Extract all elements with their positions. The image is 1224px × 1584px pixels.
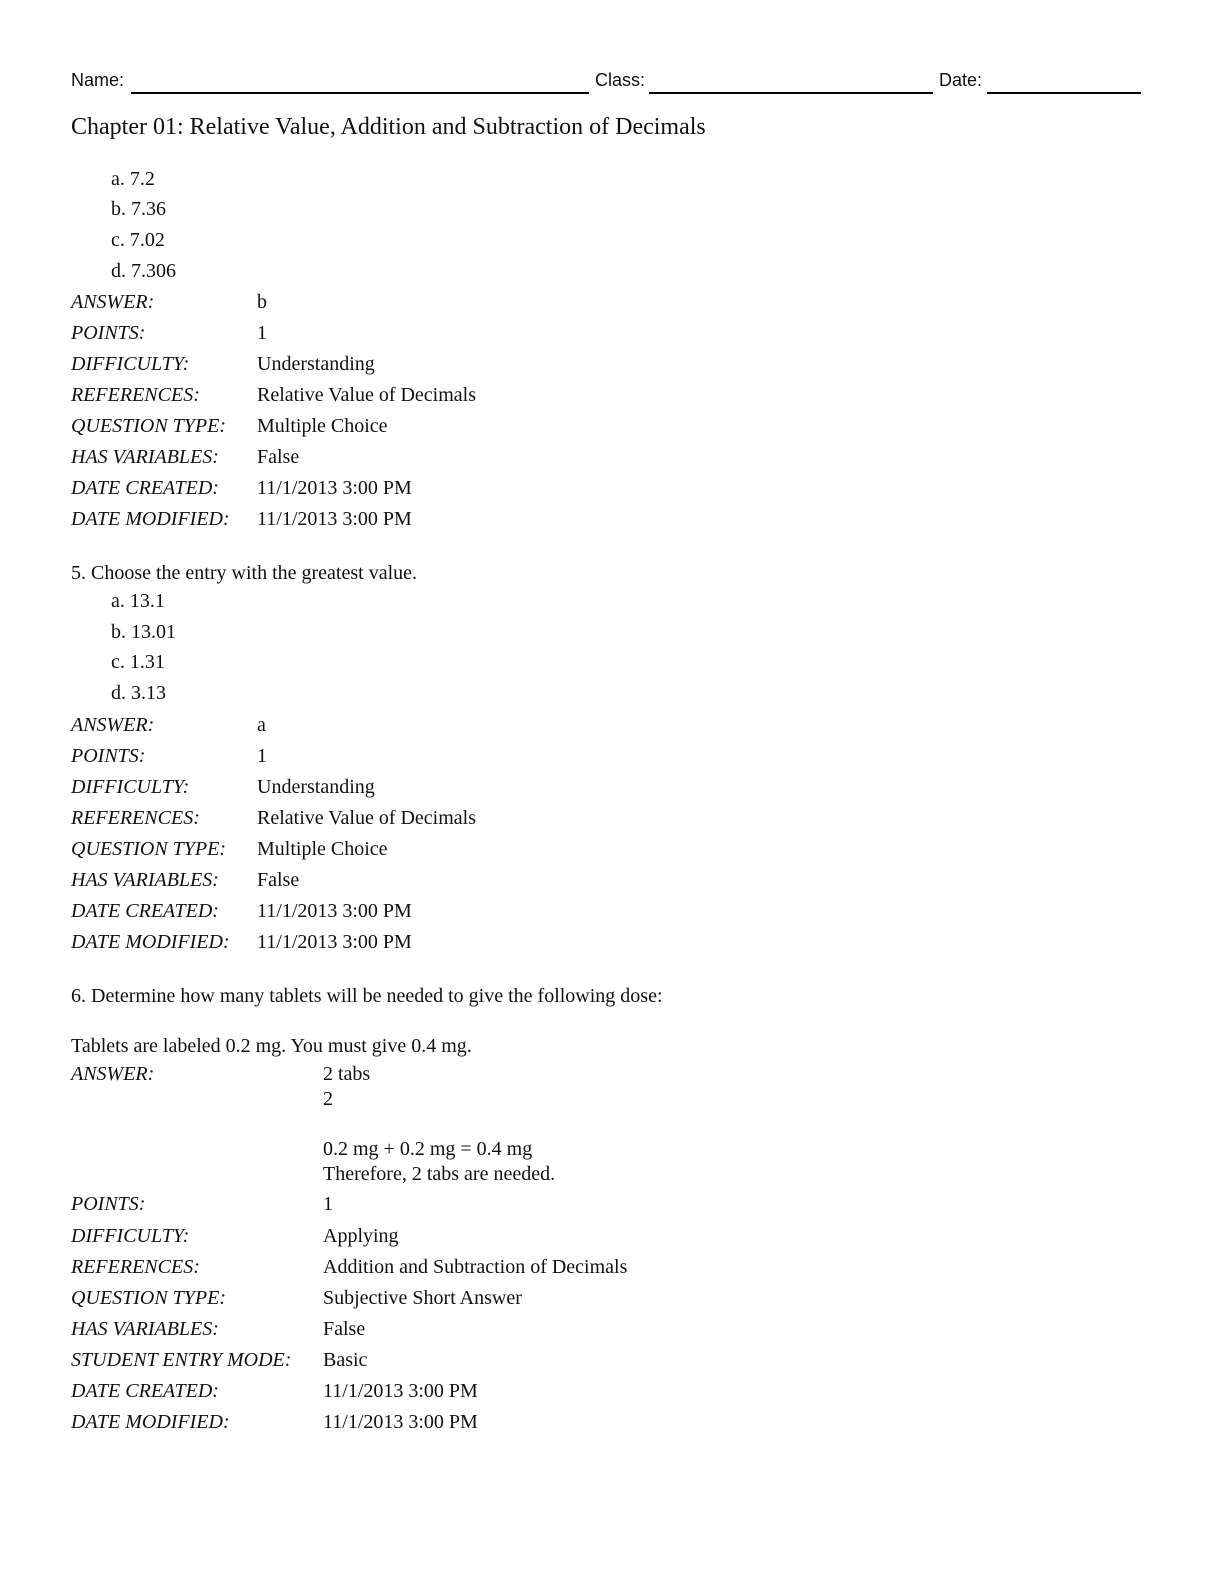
q6-references-key: REFERENCES:: [71, 1256, 200, 1278]
chapter-title: Chapter 01: Relative Value, Addition and Subtraction of Decimals: [71, 114, 706, 140]
q4-date-modified-key: DATE MODIFIED:: [71, 508, 230, 530]
q6-date-modified-key: DATE MODIFIED:: [71, 1411, 230, 1433]
q6-date-created-value: 11/1/2013 3:00 PM: [323, 1380, 478, 1402]
q6-has-variables-value: False: [323, 1318, 366, 1340]
q6-answer-line-2: 2: [323, 1088, 333, 1110]
q5-date-modified-value: 11/1/2013 3:00 PM: [257, 931, 412, 953]
q6-detail: Tablets are labeled 0.2 mg. You must give 0.4 mg.: [71, 1035, 472, 1057]
q5-question-type-value: Multiple Choice: [257, 838, 388, 860]
q4-answer-value: b: [257, 291, 267, 313]
q6-difficulty-value: Applying: [323, 1225, 399, 1247]
q4-date-created-key: DATE CREATED:: [71, 477, 219, 499]
name-label: Name:: [71, 70, 125, 90]
q4-difficulty-key: DIFFICULTY:: [71, 353, 190, 375]
q4-points-value: 1: [257, 322, 267, 344]
q5-has-variables-key: HAS VARIABLES:: [71, 869, 219, 891]
q6-answer-line-1: 2 tabs: [323, 1063, 371, 1085]
q4-references-value: Relative Value of Decimals: [257, 384, 477, 406]
q5-question-type-key: QUESTION TYPE:: [71, 838, 227, 860]
q6-answer-key: ANSWER:: [71, 1063, 155, 1085]
q6-has-variables-key: HAS VARIABLES:: [71, 1318, 219, 1340]
date-field-line[interactable]: [987, 92, 1141, 94]
q6-date-created-key: DATE CREATED:: [71, 1380, 219, 1402]
class-label: Class:: [595, 70, 646, 90]
q6-question-type-value: Subjective Short Answer: [323, 1287, 522, 1309]
q6-references-value: Addition and Subtraction of Decimals: [323, 1256, 628, 1278]
q5-answer-value: a: [257, 714, 266, 736]
q4-references-key: REFERENCES:: [71, 384, 200, 406]
q5-references-value: Relative Value of Decimals: [257, 807, 477, 829]
q4-question-type-key: QUESTION TYPE:: [71, 415, 227, 437]
q4-choice-c: c. 7.02: [111, 229, 165, 251]
q5-date-created-value: 11/1/2013 3:00 PM: [257, 900, 412, 922]
q6-question: 6. Determine how many tablets will be needed to give the following dose:: [71, 985, 663, 1007]
q6-answer-line-3: 0.2 mg + 0.2 mg = 0.4 mg: [323, 1138, 533, 1160]
q5-date-created-key: DATE CREATED:: [71, 900, 219, 922]
q5-choice-b: b. 13.01: [111, 621, 176, 643]
q4-choice-d: d. 7.306: [111, 260, 176, 282]
q4-choice-a: a. 7.2: [111, 168, 155, 190]
q5-points-value: 1: [257, 745, 267, 767]
q4-difficulty-value: Understanding: [257, 353, 375, 375]
q6-student-entry-mode-value: Basic: [323, 1349, 368, 1371]
q4-has-variables-value: False: [257, 446, 300, 468]
q6-student-entry-mode-key: STUDENT ENTRY MODE:: [71, 1349, 292, 1371]
q6-points-key: POINTS:: [71, 1193, 146, 1215]
q5-difficulty-key: DIFFICULTY:: [71, 776, 190, 798]
q5-difficulty-value: Understanding: [257, 776, 375, 798]
name-field-line[interactable]: [131, 92, 589, 94]
q6-answer-line-4: Therefore, 2 tabs are needed.: [323, 1163, 556, 1185]
q5-answer-key: ANSWER:: [71, 714, 155, 736]
q6-question-type-key: QUESTION TYPE:: [71, 1287, 227, 1309]
q5-choice-d: d. 3.13: [111, 682, 166, 704]
q4-date-modified-value: 11/1/2013 3:00 PM: [257, 508, 412, 530]
q5-references-key: REFERENCES:: [71, 807, 200, 829]
q5-choice-c: c. 1.31: [111, 651, 165, 673]
class-field-line[interactable]: [649, 92, 933, 94]
q5-choice-a: a. 13.1: [111, 590, 165, 612]
date-label: Date:: [939, 70, 983, 90]
q5-question: 5. Choose the entry with the greatest value.: [71, 562, 418, 584]
q5-has-variables-value: False: [257, 869, 300, 891]
q5-points-key: POINTS:: [71, 745, 146, 767]
q6-difficulty-key: DIFFICULTY:: [71, 1225, 190, 1247]
q4-choice-b: b. 7.36: [111, 198, 166, 220]
q6-points-value: 1: [323, 1193, 333, 1215]
q4-has-variables-key: HAS VARIABLES:: [71, 446, 219, 468]
q4-points-key: POINTS:: [71, 322, 146, 344]
q4-date-created-value: 11/1/2013 3:00 PM: [257, 477, 412, 499]
q6-date-modified-value: 11/1/2013 3:00 PM: [323, 1411, 478, 1433]
q4-question-type-value: Multiple Choice: [257, 415, 388, 437]
q5-date-modified-key: DATE MODIFIED:: [71, 931, 230, 953]
q4-answer-key: ANSWER:: [71, 291, 155, 313]
